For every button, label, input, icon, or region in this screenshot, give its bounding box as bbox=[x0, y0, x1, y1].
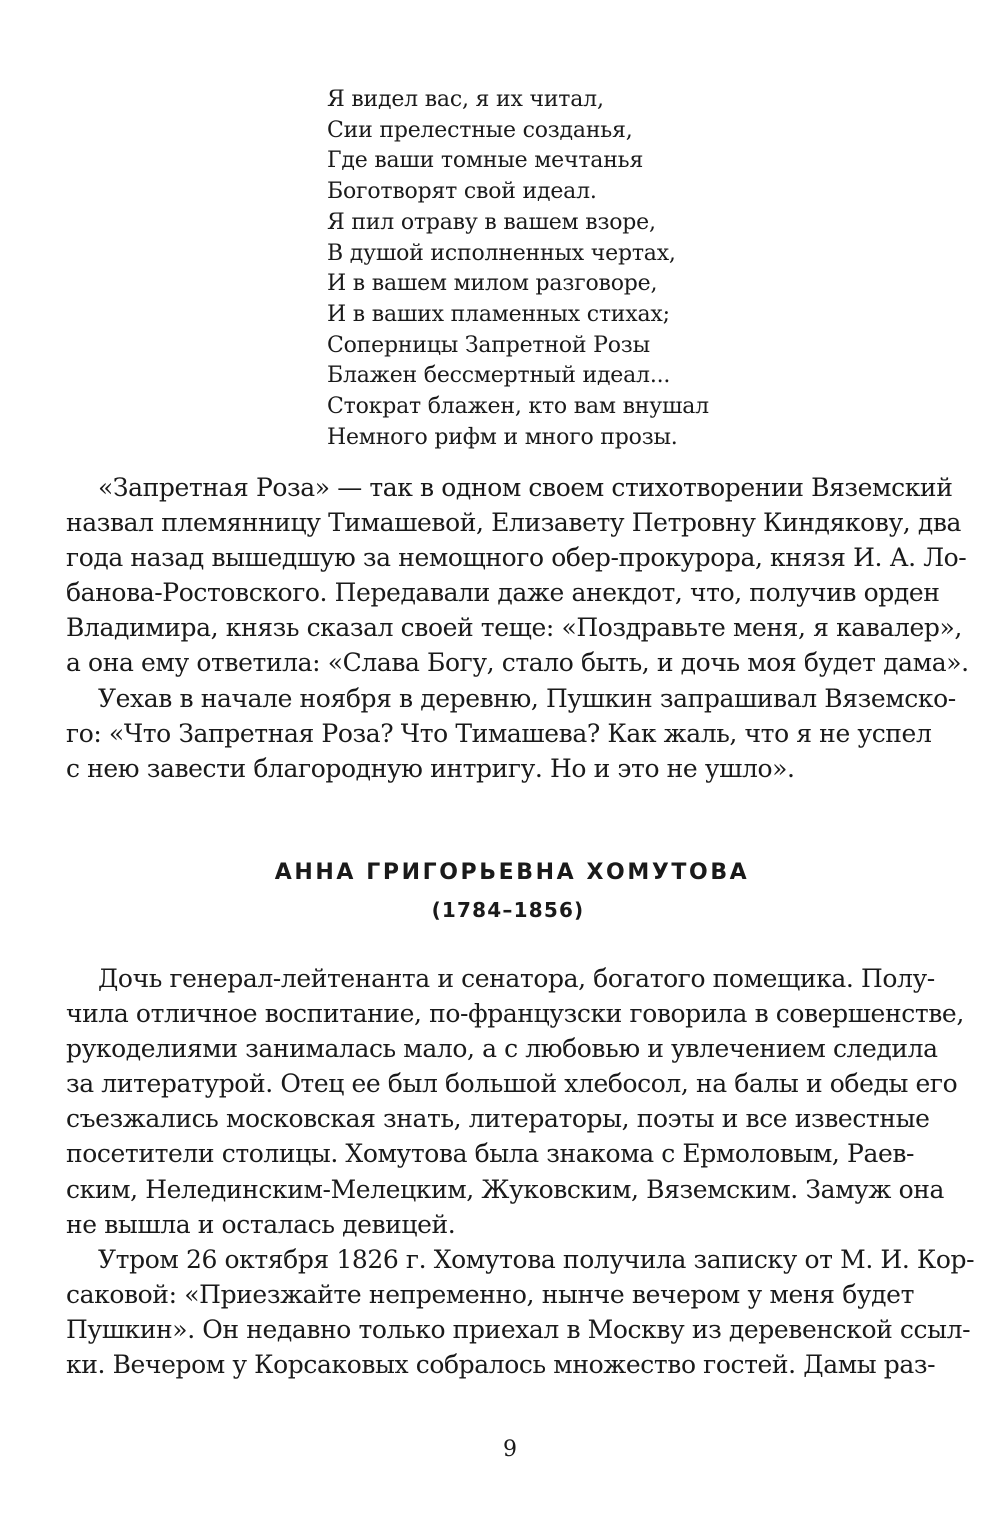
text-line: ки. Вечером у Корсаковых собралось множество гостей. Дамы раз- bbox=[66, 1350, 936, 1380]
text-line: ским, Нелединским-Мелецким, Жуковским, Вяземским. Замуж она bbox=[66, 1174, 944, 1204]
text-line: не вышла и осталась девицей. bbox=[66, 1209, 456, 1239]
poem-line: Боготворят свой идеал. bbox=[327, 179, 597, 205]
poem-line: Блажен бессмертный идеал... bbox=[327, 363, 671, 389]
text-line: посетители столицы. Хомутова была знакома с Ермоловым, Раев- bbox=[66, 1139, 915, 1169]
text-line: за литературой. Отец ее был большой хлебосол, на балы и обеды его bbox=[66, 1069, 958, 1099]
page-number: 9 bbox=[503, 1437, 517, 1462]
text-line: Дочь генерал-лейтенанта и сенатора, богатого помещика. Полу- bbox=[98, 964, 935, 993]
paragraph-korsakova-note bbox=[66, 1242, 975, 1382]
text-line: чила отличное воспитание, по-французски говорила в совершенстве, bbox=[66, 999, 964, 1029]
poem-line: Сии прелестные созданья, bbox=[327, 117, 633, 143]
text-line: а она ему ответила: «Слава Богу, стало быть, и дочь моя будет дама». bbox=[66, 648, 969, 678]
poem-line: В душой исполненных чертах, bbox=[327, 240, 676, 266]
text-line: «Запретная Роза» — так в одном своем стихотворении Вяземский bbox=[98, 473, 953, 502]
paragraph-pushkin-letter bbox=[66, 681, 956, 786]
text-line: рукоделиями занималась мало, а с любовью и увлечением следила bbox=[66, 1034, 938, 1064]
poem-line: И в ваших пламенных стихах; bbox=[327, 301, 670, 327]
text-line: с нею завести благородную интригу. Но и это не ушло». bbox=[66, 753, 795, 783]
chapter-years: (1784–1856) bbox=[431, 898, 585, 922]
section-2-text bbox=[66, 961, 975, 1382]
poem-line: Стократ блажен, кто вам внушал bbox=[327, 394, 709, 420]
poem-line: Я видел вас, я их читал, bbox=[327, 87, 604, 112]
poem-line: Где ваши томные мечтанья bbox=[327, 148, 644, 174]
poem-line: Немного рифм и много прозы. bbox=[327, 424, 678, 450]
text-line: го: «Что Запретная Роза? Что Тимашева? Как жаль, что я не успел bbox=[66, 718, 932, 748]
poem-line: Я пил отраву в вашем взоре, bbox=[327, 209, 656, 235]
text-line: назвал племянницу Тимашевой, Елизавету Петровну Киндякову, два bbox=[66, 508, 962, 538]
text-line: Владимира, князь сказал своей теще: «Поздравьте меня, я кавалер», bbox=[66, 613, 962, 643]
poem-line: И в вашем милом разговоре, bbox=[327, 271, 658, 297]
text-line: Утром 26 октября 1826 г. Хомутова получила записку от М. И. Кор- bbox=[98, 1244, 975, 1274]
text-line: Уехав в начале ноября в деревню, Пушкин запрашивал Вяземско- bbox=[98, 683, 956, 713]
paragraph-forbidden-rose bbox=[66, 470, 969, 681]
text-line: саковой: «Приезжайте непременно, нынче вечером у меня будет bbox=[66, 1279, 914, 1309]
poem-line: Соперницы Запретной Розы bbox=[327, 332, 650, 358]
text-line: Пушкин». Он недавно только приехал в Москву из деревенской ссыл- bbox=[66, 1314, 971, 1344]
poem-stanza bbox=[327, 85, 887, 453]
text-line: банова-Ростовского. Передавали даже анекдот, что, получив орден bbox=[66, 578, 940, 608]
chapter-heading: АННА ГРИГОРЬЕВНА ХОМУТОВА bbox=[274, 860, 750, 885]
text-line: года назад вышедшую за немощного обер-прокурора, князя И. А. Ло- bbox=[66, 543, 967, 573]
section-1-text bbox=[66, 470, 969, 786]
paragraph-biography bbox=[66, 961, 964, 1242]
text-line: съезжались московская знать, литераторы, поэты и все известные bbox=[66, 1104, 930, 1134]
